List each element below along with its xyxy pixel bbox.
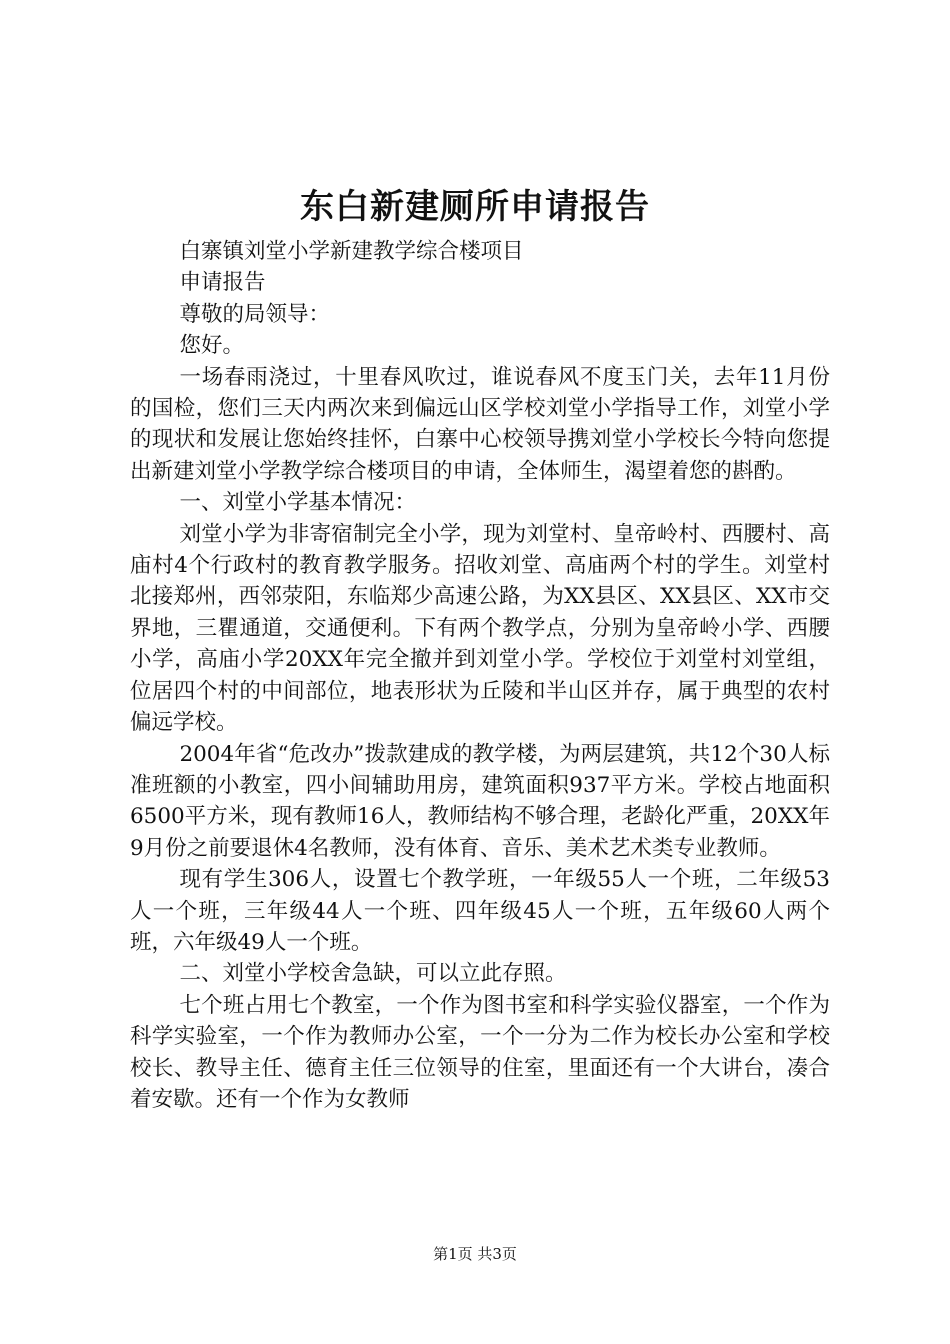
paragraph-salutation: 尊敬的局领导： (179, 301, 330, 327)
paragraph-students: 现有学生306人，设置七个教学班，一年级55人一个班，二年级53人一个班，三年级44人一个班、四年级45人一个班，五年级60人两个班，六年级49人一个班。 (130, 867, 830, 955)
paragraph-classroom-usage: 七个班占用七个教室，一个作为图书室和科学实验仪器室，一个作为科学实验室，一个作为教师办公室，一个一分为二作为校长办公室和学校校长、教导主任、德育主任三位领导的住室，里面还有一个大讲台，凑合着安歇。还有一个作为女教师 (130, 992, 830, 1112)
section-heading-shortage: 二、刘堂小学校舍急缺，可以立此存照。 (179, 961, 567, 987)
paragraph-report-label: 申请报告 (179, 270, 266, 296)
section-heading-basic-info: 一、刘堂小学基本情况： (179, 490, 416, 516)
document-body (130, 236, 830, 1115)
paragraph-greeting: 您好。 (179, 333, 244, 359)
paragraph-building-staff: 2004年省“危改办”拨款建成的教学楼，为两层建筑，共12个30人标准班额的小教室，四小间辅助用房，建筑面积937平方米。学校占地面积6500平方米，现有教师16人，教师结构不够合理，老龄化严重，20XX年9月份之前要退休4名教师，没有体育、音乐、美术艺术类专业教师。 (130, 741, 830, 861)
page-footer: 第1页 共3页 (433, 1245, 517, 1263)
paragraph-intro: 一场春雨浇过，十里春风吹过，谁说春风不度玉门关，去年11月份的国检，您们三天内两次来到偏远山区学校刘堂小学指导工作，刘堂小学的现状和发展让您始终挂怀，白寨中心校领导携刘堂小学校长今特向您提出新建刘堂小学教学综合楼项目的申请，全体师生，渴望着您的斟酌。 (130, 364, 830, 484)
paragraph-project-name: 白寨镇刘堂小学新建教学综合楼项目 (179, 239, 524, 264)
paragraph-school-overview: 刘堂小学为非寄宿制完全小学，现为刘堂村、皇帝岭村、西腰村、高庙村4个行政村的教育教学服务。招收刘堂、高庙两个村的学生。刘堂村北接郑州，西邻荥阳，东临郑少高速公路，为XX县区、XX县区、XX市交界地，三瞿通道，交通便利。下有两个教学点，分别为皇帝岭小学、西腰小学，高庙小学20XX年完全撤并到刘堂小学。学校位于刘堂村刘堂组，位居四个村的中间部位，地表形状为丘陵和半山区并存，属于典型的农村偏远学校。 (130, 521, 830, 736)
document-title: 东白新建厕所申请报告 (300, 187, 650, 227)
